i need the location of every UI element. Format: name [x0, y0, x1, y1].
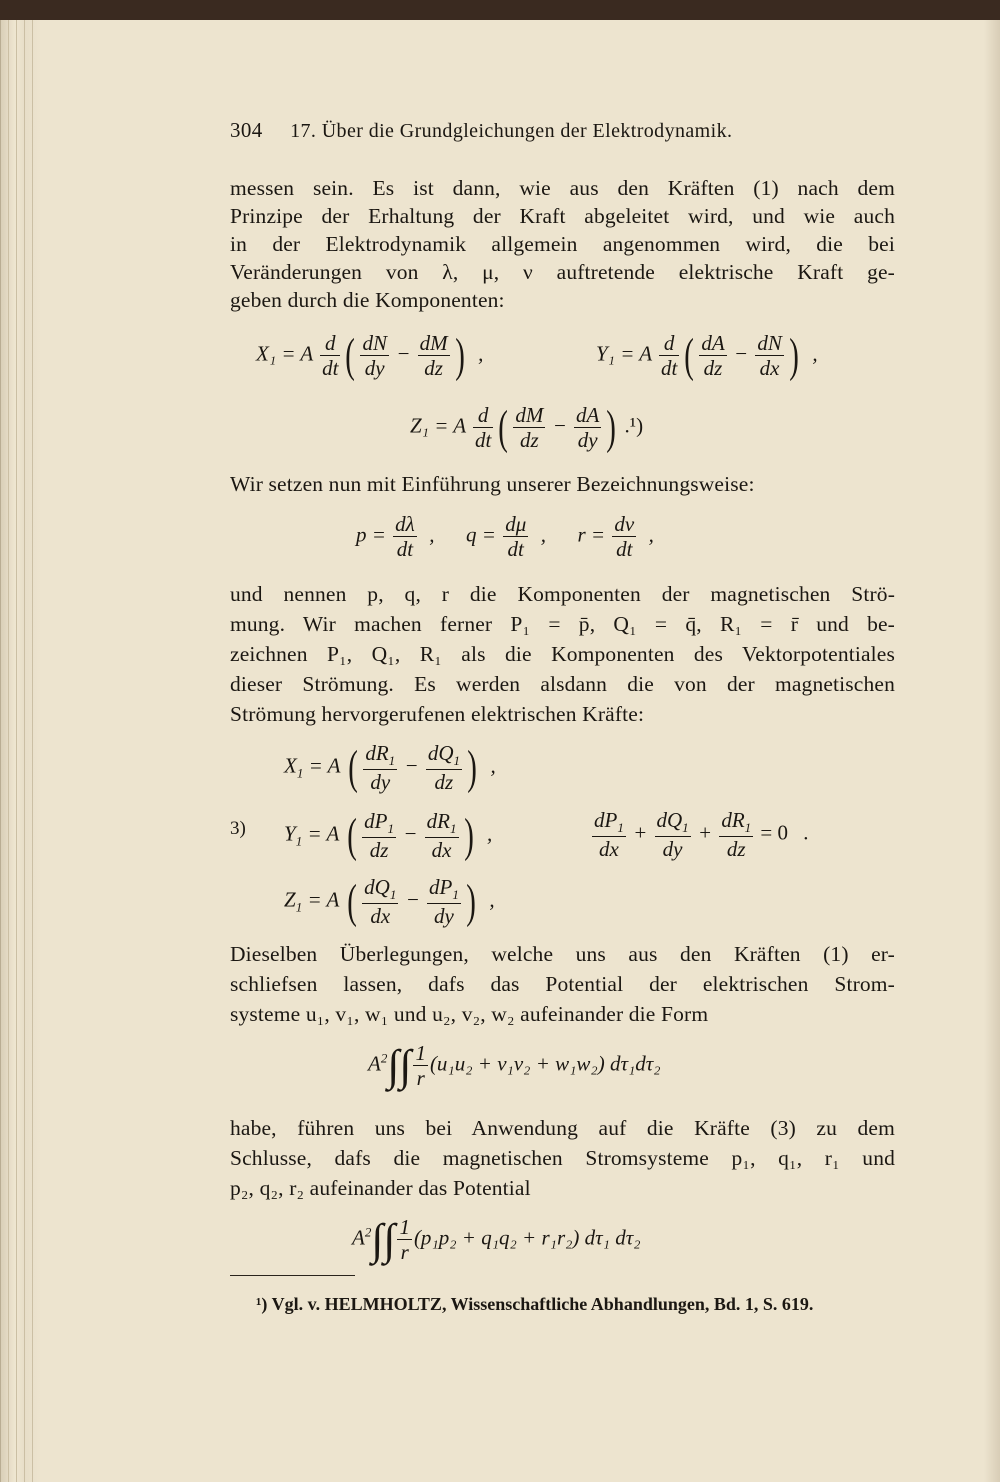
- equation-rhs: = 0: [760, 820, 789, 845]
- footnote-rule: [230, 1275, 355, 1276]
- text-line: habe, führen uns bei Anwendung auf die Kräfte (3) zu dem: [230, 1116, 895, 1140]
- text-line: dieser Strömung. Es werden alsdann die von der magnetischen: [230, 672, 895, 696]
- integral-expression: (u₁u₂ + v₁v₂ + w₁w₂) dτ₁dτ₂: [429, 1051, 661, 1076]
- equation-y1: Y₁ = A $\frac{d}{dt}$ ( $\frac{dA}{dz}$ − $\frac{dN}{dx}$ ) ,: [596, 329, 818, 382]
- text-line: Schlusse, dafs die magnetischen Stromsysteme p₁, q₁, r₁ und: [230, 1146, 895, 1170]
- footnote: ¹) Vgl. v. HELMHOLTZ, Wissenschaftliche Abhandlungen, Bd. 1, S. 619.: [256, 1294, 814, 1314]
- running-header: [230, 118, 732, 143]
- text-line: messen sein. Es ist dann, wie aus den Kräften (1) nach dem: [230, 176, 895, 200]
- equation-pqr: p = $\frac{d\lambda}{dt}$ , q = $\frac{d\mu}{dt}$ , r = $\frac{d\nu}{dt}$ ,: [356, 512, 654, 562]
- text-line: geben durch die Komponenten:: [230, 288, 505, 312]
- equation-z1: Z₁ = A $\frac{d}{dt}$ ( $\frac{dM}{dz}$ − $\frac{dA}{dy}$ ) .¹): [410, 401, 644, 454]
- equation-x1: X₁ = A $\frac{d}{dt}$ ( $\frac{dN}{dy}$ − $\frac{dM}{dz}$ ) ,: [256, 329, 484, 382]
- equation-lhs: Z₁ = A: [410, 413, 466, 438]
- text-line: Strömung hervorgerufenen elektrischen Kräfte:: [230, 702, 645, 726]
- equation-lhs: X₁ = A: [256, 341, 313, 366]
- page-edge-line: [32, 20, 33, 1482]
- text-line: zeichnen P₁, Q₁, R₁ als die Komponenten des Vektorpotentiales: [230, 642, 895, 666]
- text-line: schliefsen lassen, dafs das Potential der elektrischen Strom-: [230, 972, 895, 996]
- equation-3-x1: $X_1 = A$ ( $\frac{dR_1}{dy}$ − $\frac{dQ_1}{dz}$ ) ,: [284, 740, 496, 794]
- page-edge-line: [24, 20, 25, 1482]
- text-line: Veränderungen von λ, μ, ν auftretende elektrische Kraft ge-: [230, 260, 895, 284]
- equation-3-y1: $Y_1 = A$ ( $\frac{dP_1}{dz}$ − $\frac{dR_1}{dx}$ ) ,: [284, 808, 493, 862]
- integral-magnetic: $A^2\int\int$ $\frac{1}{r}$ (p₁p₂ + q₁q₂ + r₁r₂) dτ₁ dτ₂: [352, 1214, 641, 1264]
- integral-electric: $A^2\int\int$ $\frac{1}{r}$ (u₁u₂ + v₁v₂ + w₁w₂) dτ₁dτ₂: [368, 1040, 661, 1090]
- text-line: und nennen p, q, r die Komponenten der magnetischen Strö-: [230, 582, 895, 606]
- equation-3-z1: $Z_1 = A$ ( $\frac{dQ_1}{dx}$ − $\frac{dP_1}{dy}$ ) ,: [284, 874, 495, 928]
- page-shadow: [984, 20, 1000, 1482]
- page-number: 304: [230, 118, 263, 142]
- equation-3-divergence: $\frac{dP_1}{dx}$ + $\frac{dQ_1}{dy}$ + $\frac{dR_1}{dz}$ = 0 .: [594, 808, 810, 862]
- text-line: Prinzipe der Erhaltung der Kraft abgeleitet wird, und wie auch: [230, 204, 895, 228]
- page-stack-edge: [0, 20, 41, 1482]
- page-edge-line: [16, 20, 17, 1482]
- footnote-marker: .¹): [624, 413, 644, 438]
- text-line: systeme u₁, v₁, w₁ und u₂, v₂, w₂ aufeinander die Form: [230, 1002, 709, 1026]
- integral-expression: (p₁p₂ + q₁q₂ + r₁r₂) dτ₁ dτ₂: [413, 1225, 641, 1250]
- equation-lhs: Y₁ = A: [596, 341, 652, 366]
- text-line: in der Elektrodynamik allgemein angenommen wird, die bei: [230, 232, 895, 256]
- text-line: p₂, q₂, r₂ aufeinander das Potential: [230, 1176, 531, 1200]
- equation-number: 3): [230, 818, 246, 839]
- page-edge-line: [8, 20, 9, 1482]
- text-line: Dieselben Überlegungen, welche uns aus den Kräften (1) er-: [230, 942, 895, 966]
- chapter-title: 17. Über die Grundgleichungen der Elektrodynamik.: [290, 120, 733, 142]
- text-line: mung. Wir machen ferner P₁ = p̄, Q₁ = q̄, R₁ = r̄ und be-: [230, 612, 895, 636]
- text-line: Wir setzen nun mit Einführung unserer Bezeichnungsweise:: [230, 472, 755, 496]
